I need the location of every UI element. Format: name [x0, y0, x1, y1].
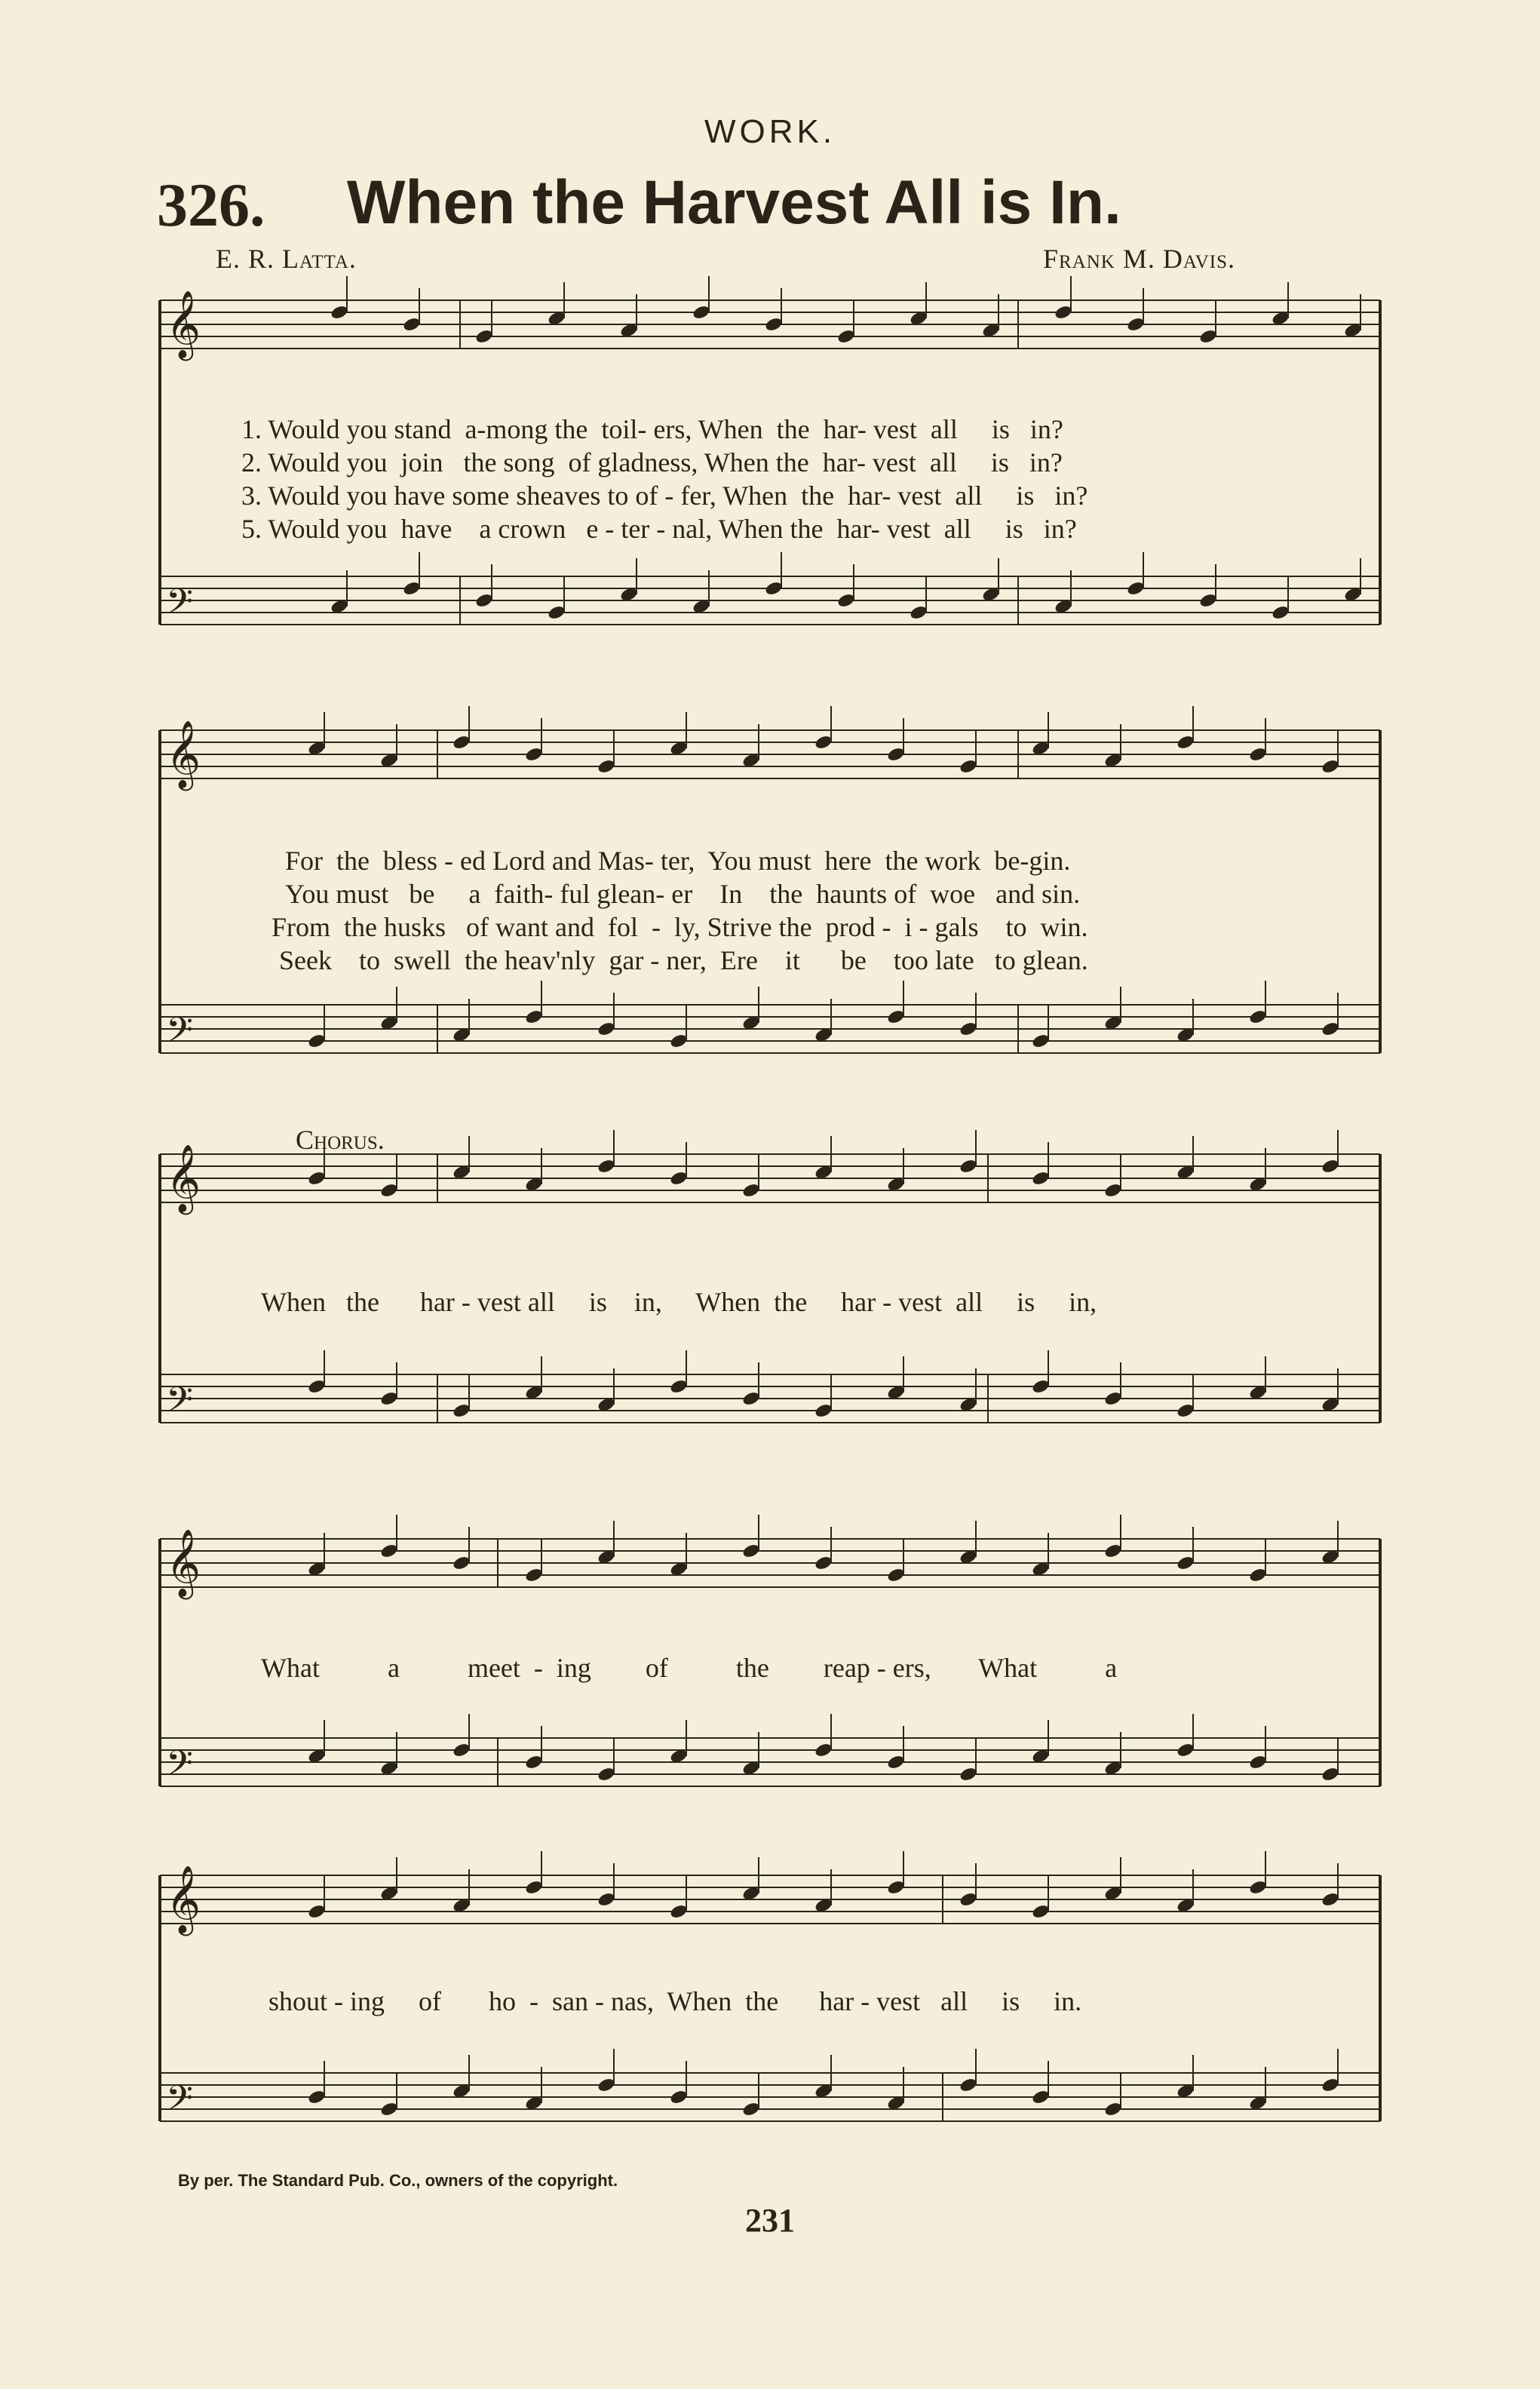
bass-clef-icon: 𝄢 — [166, 1743, 194, 1792]
verse-line-2a: 2. Would you join the song of gladness, When the har- vest all is in? — [241, 447, 1063, 477]
verse-line-5b: Seek to swell the heav'nly gar - ner, Ere it be too late to glean. — [279, 945, 1088, 975]
bass-clef-icon: 𝄢 — [166, 2078, 194, 2127]
chorus-line-2: What a meet - ing of the reap - ers, What a — [261, 1653, 1118, 1683]
copyright-note: By per. The Standard Pub. Co., owners of the copyright. — [178, 2171, 618, 2190]
hymn-number: 326. — [157, 170, 265, 239]
verse-line-1b: For the bless - ed Lord and Mas- ter, You must here the work be-gin. — [285, 846, 1071, 876]
lyricist-credit: E. R. Latta. — [216, 244, 357, 274]
page-number: 231 — [745, 2202, 795, 2239]
treble-clef-icon: 𝄞 — [166, 290, 201, 358]
treble-clef-icon: 𝄞 — [166, 1865, 201, 1933]
verse-line-3b: From the husks of want and fol - ly, Strive the prod - i - gals to win. — [271, 912, 1088, 942]
hymn-title: When the Harvest All is In. — [347, 168, 1121, 237]
treble-clef-icon: 𝄞 — [166, 1144, 201, 1212]
treble-clef-icon: 𝄞 — [166, 1529, 201, 1597]
verse-line-5a: 5. Would you have a crown e - ter - nal, When the har- vest all is in? — [241, 514, 1077, 544]
bass-clef-icon: 𝄢 — [166, 582, 194, 631]
bass-clef-icon: 𝄢 — [166, 1010, 194, 1059]
treble-clef-icon: 𝄞 — [166, 720, 201, 788]
composer-credit: Frank M. Davis. — [1043, 244, 1235, 274]
bass-clef-icon: 𝄢 — [166, 1380, 194, 1429]
verse-line-1a: 1. Would you stand a-mong the toil- ers, When the har- vest all is in? — [241, 414, 1063, 444]
section-heading: WORK. — [704, 113, 836, 150]
chorus-label: Chorus. — [296, 1125, 385, 1155]
verse-line-2b: You must be a faith- ful glean- er In the haunts of woe and sin. — [285, 879, 1081, 909]
chorus-line-3: shout - ing of ho - san - nas, When the har - vest all is in. — [268, 1986, 1082, 2016]
verse-line-3a: 3. Would you have some sheaves to of - fer, When the har- vest all is in? — [241, 481, 1088, 511]
chorus-line-1: When the har - vest all is in, When the har - vest all is in, — [261, 1287, 1097, 1317]
